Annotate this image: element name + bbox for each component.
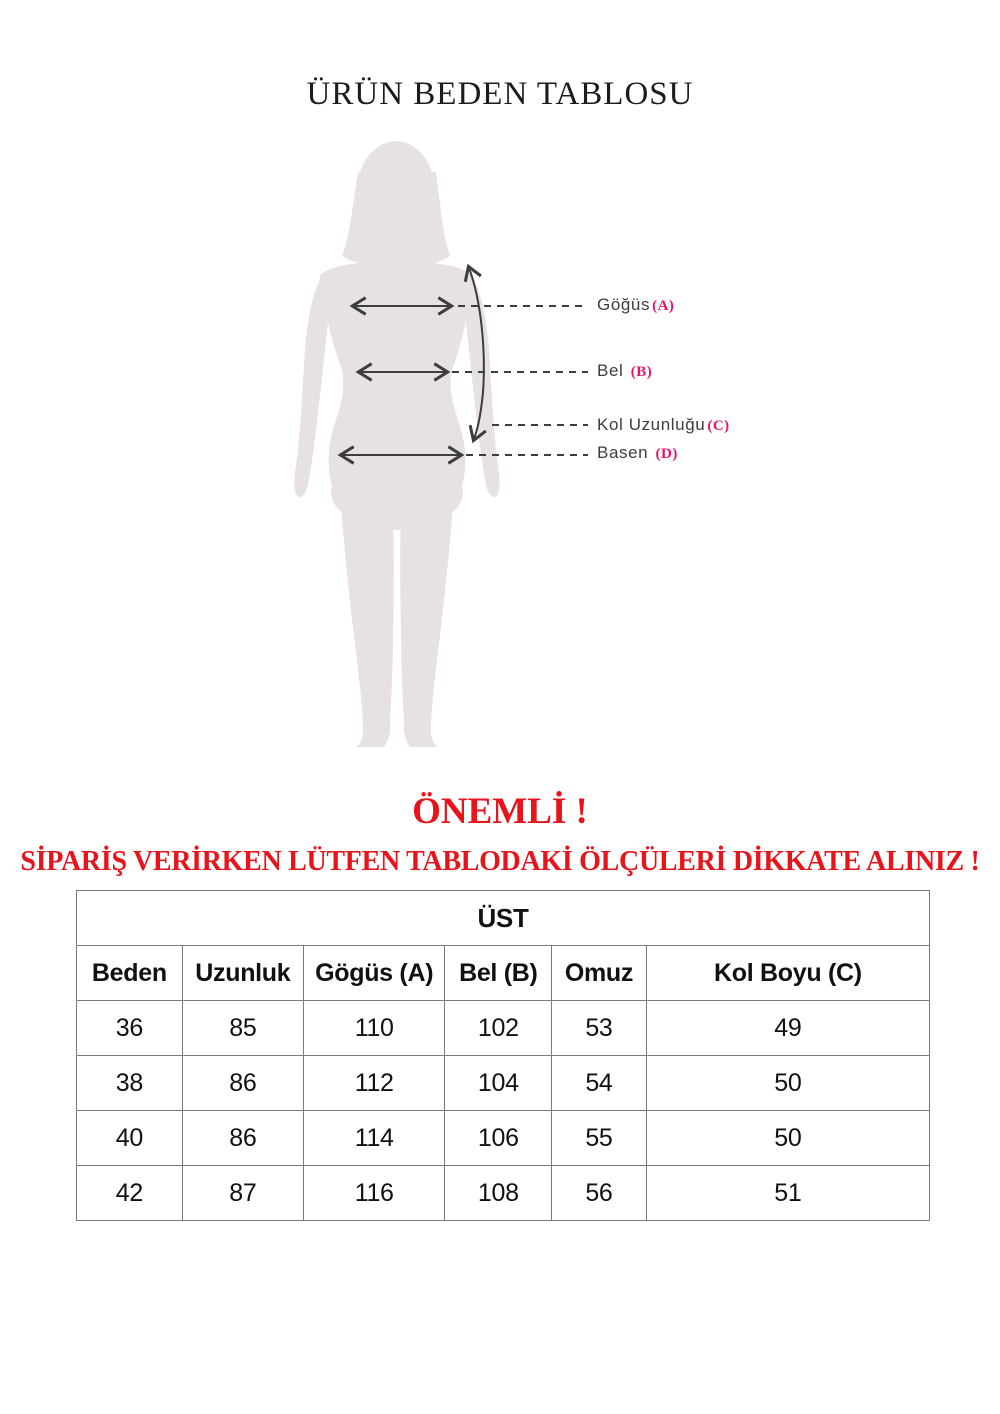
table-cell: 54 bbox=[552, 1056, 647, 1111]
table-cell: 51 bbox=[646, 1166, 929, 1221]
table-cell: 87 bbox=[182, 1166, 303, 1221]
size-table bbox=[76, 890, 930, 1221]
column-header-omuz: Omuz bbox=[552, 946, 647, 1001]
table-cell: 112 bbox=[303, 1056, 445, 1111]
table-cell: 49 bbox=[646, 1001, 929, 1056]
table-cell: 110 bbox=[303, 1001, 445, 1056]
table-cell: 116 bbox=[303, 1166, 445, 1221]
table-cell: 36 bbox=[77, 1001, 183, 1056]
measure-label-arm-text: Kol Uzunluğu bbox=[597, 415, 706, 434]
column-header-bel: Bel (B) bbox=[445, 946, 552, 1001]
table-cell: 86 bbox=[182, 1111, 303, 1166]
table-cell: 38 bbox=[77, 1056, 183, 1111]
group-header-ust: ÜST bbox=[77, 891, 930, 946]
female-silhouette-figure bbox=[250, 130, 800, 770]
measure-label-hip bbox=[597, 443, 678, 465]
column-header-uzunluk: Uzunluk bbox=[182, 946, 303, 1001]
measure-label-chest bbox=[597, 295, 674, 317]
warning-text: SİPARİŞ VERİRKEN LÜTFEN TABLODAKİ ÖLÇÜLERİ DİKKATE ALINIZ ! bbox=[20, 846, 980, 877]
table-row-size-40 bbox=[77, 1111, 930, 1166]
table-cell: 50 bbox=[646, 1056, 929, 1111]
table-cell: 40 bbox=[77, 1111, 183, 1166]
column-header-beden: Beden bbox=[77, 946, 183, 1001]
table-row-size-36 bbox=[77, 1001, 930, 1056]
table-cell: 104 bbox=[445, 1056, 552, 1111]
measure-marker-c: (C) bbox=[707, 418, 730, 434]
table-cell: 50 bbox=[646, 1111, 929, 1166]
table-cell: 106 bbox=[445, 1111, 552, 1166]
table-cell: 114 bbox=[303, 1111, 445, 1166]
table-cell: 55 bbox=[552, 1111, 647, 1166]
table-cell: 53 bbox=[552, 1001, 647, 1056]
measure-label-waist-text: Bel bbox=[597, 361, 629, 380]
table-row-size-38 bbox=[77, 1056, 930, 1111]
table-cell: 86 bbox=[182, 1056, 303, 1111]
measure-label-waist bbox=[597, 361, 652, 383]
measure-label-chest-text: Göğüs bbox=[597, 295, 651, 314]
table-cell: 108 bbox=[445, 1166, 552, 1221]
table-group-header-row bbox=[77, 891, 930, 946]
table-cell: 102 bbox=[445, 1001, 552, 1056]
table-cell: 56 bbox=[552, 1166, 647, 1221]
measure-marker-b: (B) bbox=[630, 364, 653, 380]
measure-label-arm bbox=[597, 415, 730, 437]
measure-label-hip-text: Basen bbox=[597, 443, 654, 462]
table-cell: 42 bbox=[77, 1166, 183, 1221]
body-silhouette bbox=[294, 141, 499, 747]
table-cell: 85 bbox=[182, 1001, 303, 1056]
measure-marker-d: (D) bbox=[655, 446, 678, 462]
important-heading: ÖNEMLİ ! bbox=[412, 791, 588, 832]
column-header-gogus: Gögüs (A) bbox=[303, 946, 445, 1001]
page-title: ÜRÜN BEDEN TABLOSU bbox=[306, 76, 694, 112]
table-header-row bbox=[77, 946, 930, 1001]
measure-marker-a: (A) bbox=[652, 298, 675, 314]
table-row-size-42 bbox=[77, 1166, 930, 1221]
column-header-kol-boyu: Kol Boyu (C) bbox=[646, 946, 929, 1001]
